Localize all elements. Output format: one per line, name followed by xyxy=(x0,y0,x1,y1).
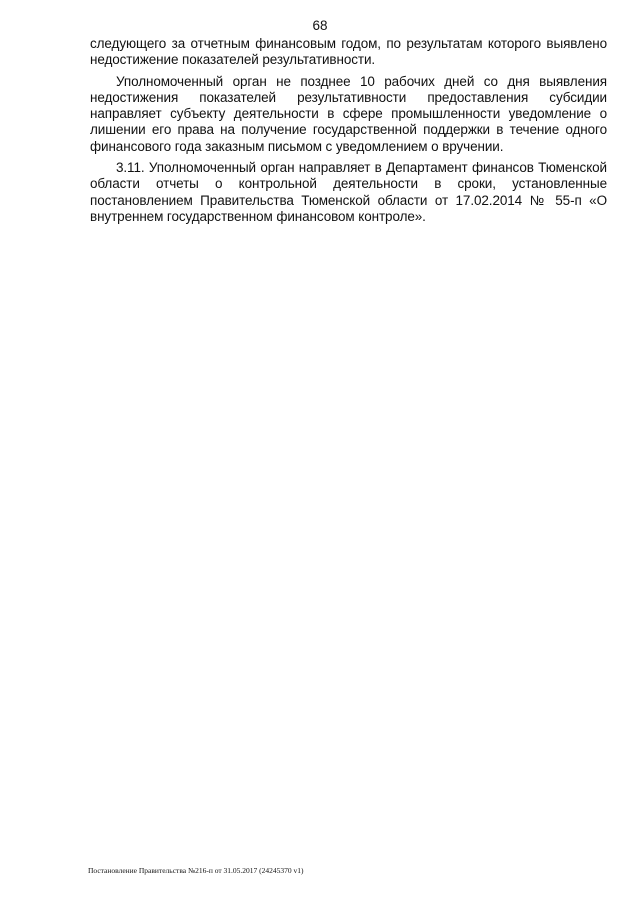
document-footer: Постановление Правительства №216-п от 31.05.2017 (24245370 v1) xyxy=(88,866,304,875)
page-number: 68 xyxy=(312,18,328,33)
paragraph-continuation: следующего за отчетным финансовым годом, по результатам которого выявлено недостижение показателей результативности. xyxy=(90,36,607,68)
document-body xyxy=(90,36,607,230)
paragraph-notification: Уполномоченный орган не позднее 10 рабочих дней со дня выявления недостижения показателей результативности предоставления субсидии направляет субъекту деятельности в сфере промышленности уведомление о лишении его права на получение государственной поддержки в течение одного финансового года заказным письмом с уведомлением о вручении. xyxy=(90,73,607,154)
paragraph-clause-3-11: 3.11. Уполномоченный орган направляет в Департамент финансов Тюменской области отчеты о контрольной деятельности в сроки, установленные постановлением Правительства Тюменской области от 17.02.2014 № 55-п «О внутреннем государственном финансовом контроле». xyxy=(90,160,607,224)
